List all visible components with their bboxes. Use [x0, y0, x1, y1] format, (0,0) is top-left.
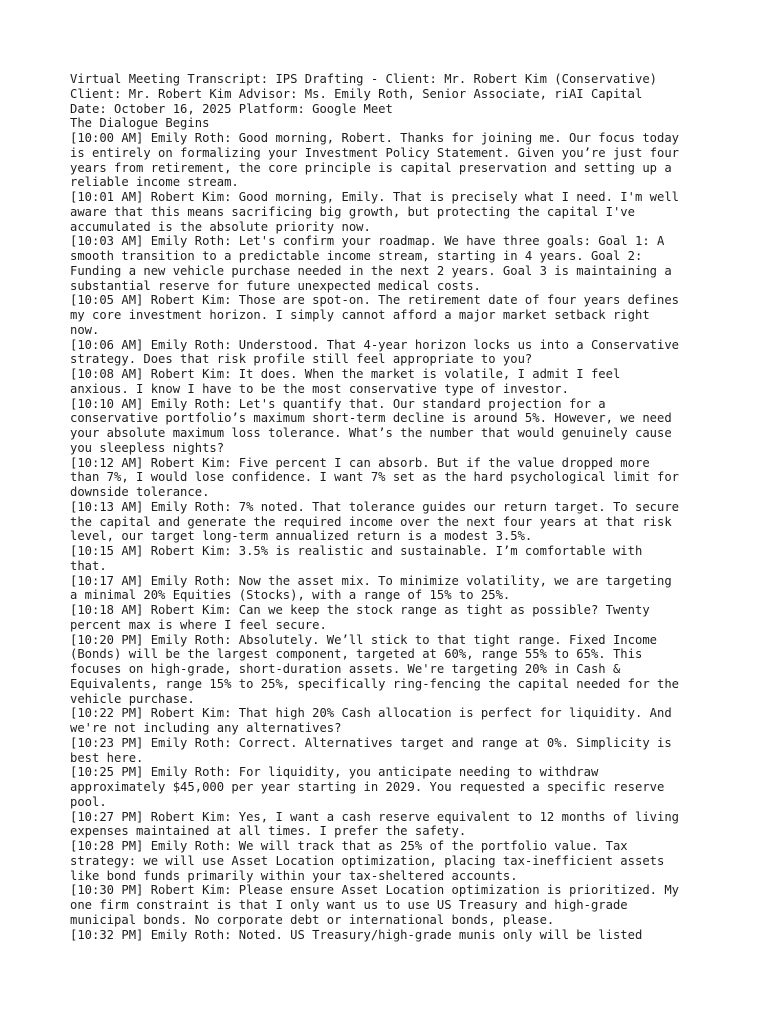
- transcript-line: [10:30 PM] Robert Kim: Please ensure Asset Location optimization is prioritized. My: [70, 883, 680, 898]
- transcript-line: [10:06 AM] Emily Roth: Understood. That 4-year horizon locks us into a Conservative: [70, 337, 680, 352]
- transcript-line: level, our target long-term annualized return is a modest 3.5%.: [70, 529, 533, 544]
- transcript-line: you sleepless nights?: [70, 440, 225, 455]
- transcript-line: a minimal 20% Equities (Stocks), with a range of 15% to 25%.: [70, 588, 511, 603]
- transcript-line: [10:22 PM] Robert Kim: That high 20% Cash allocation is perfect for liquidity. And: [70, 706, 672, 721]
- transcript-line: than 7%, I would lose confidence. I want 7% set as the hard psychological limit for: [70, 470, 680, 485]
- transcript-line: [10:23 PM] Emily Roth: Correct. Alternatives target and range at 0%. Simplicity is: [70, 735, 672, 750]
- transcript-line: approximately $45,000 per year starting in 2029. You requested a specific reserve: [70, 780, 665, 794]
- transcript-line: [10:15 AM] Robert Kim: 3.5% is realistic and sustainable. I’m comfortable with: [70, 544, 643, 558]
- transcript-line: that.: [70, 558, 107, 573]
- transcript-line: Funding a new vehicle purchase needed in the next 2 years. Goal 3 is maintaining a: [70, 263, 672, 278]
- transcript-line: [10:28 PM] Emily Roth: We will track that as 25% of the portfolio value. Tax: [70, 839, 628, 853]
- transcript-line: Virtual Meeting Transcript: IPS Drafting - Client: Mr. Robert Kim (Conservative): [70, 72, 657, 86]
- transcript-line: expenses maintained at all times. I prefer the safety.: [70, 824, 467, 839]
- transcript-line: now.: [70, 322, 100, 337]
- transcript-line: anxious. I know I have to be the most conservative type of investor.: [70, 381, 569, 396]
- transcript-line: my core investment horizon. I simply cannot afford a major market setback right: [70, 308, 650, 322]
- transcript-line: [10:13 AM] Emily Roth: 7% noted. That tolerance guides our return target. To secure: [70, 499, 680, 514]
- transcript-line: [10:08 AM] Robert Kim: It does. When the market is volatile, I admit I feel: [70, 367, 621, 381]
- transcript-line: like bond funds primarily within your tax-sheltered accounts.: [70, 868, 518, 883]
- transcript-line: accumulated is the absolute priority now.: [70, 219, 371, 234]
- transcript-line: the capital and generate the required income over the next four years at that risk: [70, 514, 672, 529]
- transcript-line: strategy. Does that risk profile still feel appropriate to you?: [70, 352, 533, 367]
- transcript-line: one firm constraint is that I only want us to use US Treasury and high-grade: [70, 898, 628, 912]
- transcript-line: [10:10 AM] Emily Roth: Let's quantify that. Our standard projection for a: [70, 396, 606, 411]
- transcript-line: Client: Mr. Robert Kim Advisor: Ms. Emily Roth, Senior Associate, riAI Capital: [70, 86, 643, 101]
- transcript-line: years from retirement, the core principle is capital preservation and setting up a: [70, 160, 672, 175]
- transcript-line: [10:05 AM] Robert Kim: Those are spot-on. The retirement date of four years defines: [70, 293, 680, 308]
- transcript-line: [10:03 AM] Emily Roth: Let's confirm your roadmap. We have three goals: Goal 1: A: [70, 234, 665, 249]
- transcript-line: smooth transition to a predictable income stream, starting in 4 years. Goal 2:: [70, 249, 643, 263]
- transcript-line: Date: October 16, 2025 Platform: Google Meet: [70, 101, 393, 116]
- transcript-line: [10:32 PM] Emily Roth: Noted. US Treasury/high-grade munis only will be listed: [70, 927, 643, 942]
- transcript-line: [10:12 AM] Robert Kim: Five percent I can absorb. But if the value dropped more: [70, 455, 650, 470]
- transcript-line: [10:25 PM] Emily Roth: For liquidity, you anticipate needing to withdraw: [70, 765, 599, 780]
- transcript-line: [10:00 AM] Emily Roth: Good morning, Robert. Thanks for joining me. Our focus today: [70, 131, 680, 145]
- transcript-document: [70, 72, 710, 942]
- transcript-line: your absolute maximum loss tolerance. What’s the number that would genuinely cause: [70, 426, 672, 440]
- transcript-line: strategy: we will use Asset Location optimization, placing tax-inefficient assets: [70, 853, 665, 868]
- transcript-line: [10:20 PM] Emily Roth: Absolutely. We’ll stick to that tight range. Fixed Income: [70, 632, 657, 647]
- transcript-line: focuses on high-grade, short-duration assets. We're targeting 20% in Cash &: [70, 662, 621, 676]
- transcript-line: percent max is where I feel secure.: [70, 617, 327, 632]
- transcript-line: Equivalents, range 15% to 25%, specifically ring-fencing the capital needed for the: [70, 676, 680, 691]
- transcript-line: [10:18 AM] Robert Kim: Can we keep the stock range as tight as possible? Twenty: [70, 603, 650, 617]
- transcript-line: best here.: [70, 750, 144, 765]
- transcript-line: vehicle purchase.: [70, 691, 195, 706]
- transcript-line: downside tolerance.: [70, 485, 210, 499]
- transcript-line: aware that this means sacrificing big growth, but protecting the capital I've: [70, 204, 635, 219]
- transcript-line: is entirely on formalizing your Investment Policy Statement. Given you’re just four: [70, 145, 680, 160]
- transcript-line: pool.: [70, 794, 107, 809]
- transcript-line: (Bonds) will be the largest component, targeted at 60%, range 55% to 65%. This: [70, 647, 643, 662]
- transcript-line: substantial reserve for future unexpected medical costs.: [70, 278, 481, 293]
- transcript-line: conservative portfolio’s maximum short-term decline is around 5%. However, we need: [70, 411, 672, 426]
- transcript-line: we're not including any alternatives?: [70, 721, 342, 735]
- transcript-line: [10:01 AM] Robert Kim: Good morning, Emily. That is precisely what I need. I'm well: [70, 190, 680, 204]
- transcript-line: The Dialogue Begins: [70, 116, 210, 131]
- transcript-line: municipal bonds. No corporate debt or international bonds, please.: [70, 912, 555, 927]
- transcript-line: [10:17 AM] Emily Roth: Now the asset mix. To minimize volatility, we are targeting: [70, 573, 672, 588]
- transcript-line: [10:27 PM] Robert Kim: Yes, I want a cash reserve equivalent to 12 months of living: [70, 809, 680, 824]
- transcript-line: reliable income stream.: [70, 175, 239, 190]
